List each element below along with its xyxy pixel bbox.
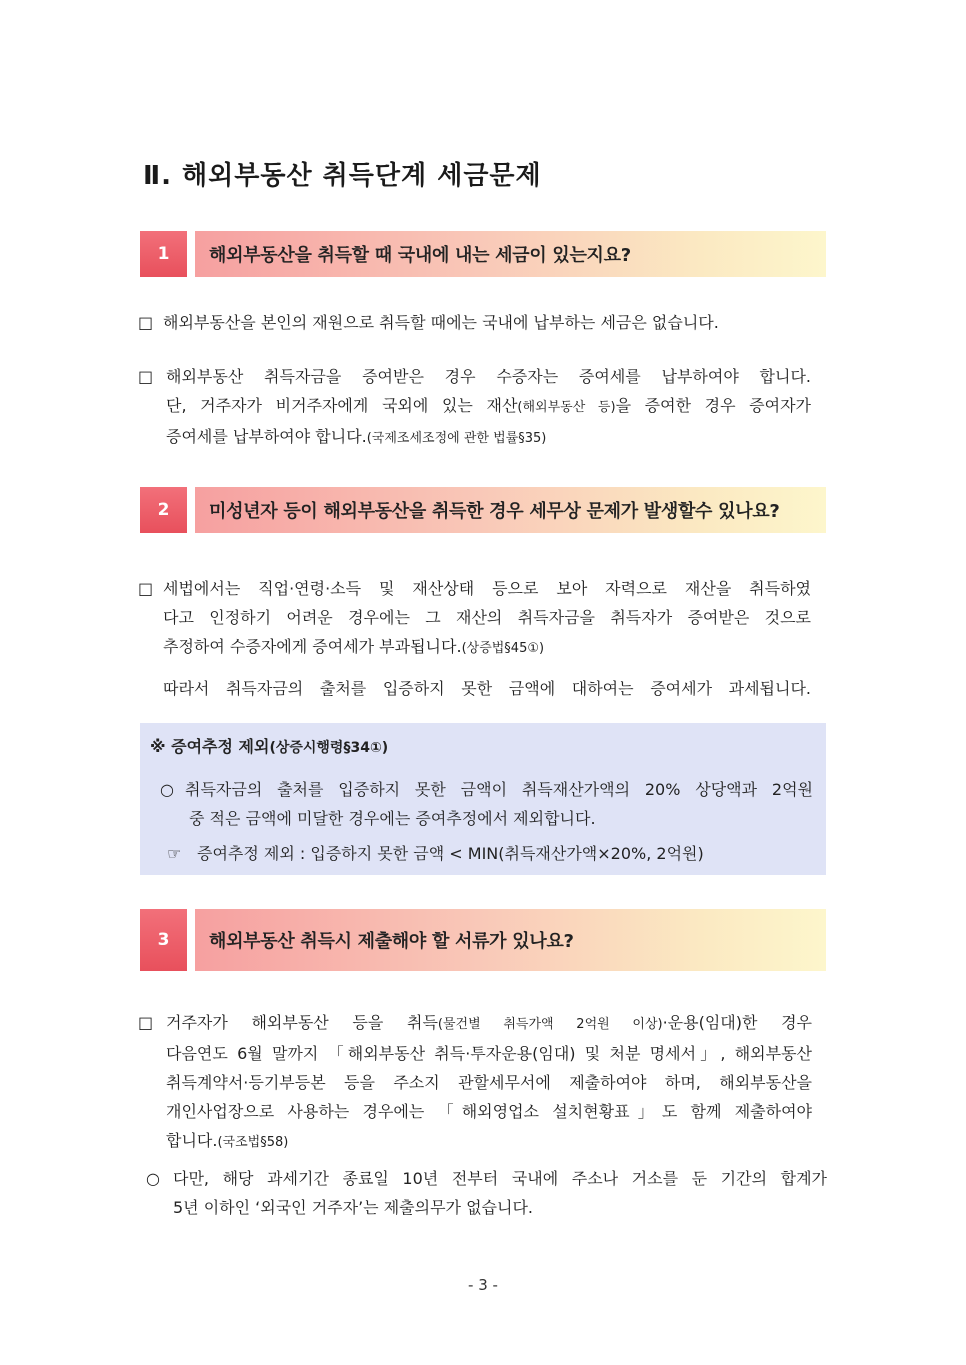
- ref-text: (물건별 취득가액 2억원 이상): [437, 1017, 663, 1032]
- circle-bullet-icon: ○: [160, 780, 174, 799]
- paragraph-line: 다고 인정하기 어려운 경우에는 그 재산의 취득자금을 취득자가 증여받은 것으로: [163, 608, 811, 627]
- text: 추정하여 수증자에게 증여세가 부과됩니다.: [163, 637, 462, 656]
- text: 증여세를 납부하여야 합니다.: [166, 427, 367, 446]
- text: 합니다.: [166, 1131, 218, 1150]
- circle-bullet-icon: ○: [146, 1169, 160, 1188]
- paragraph-line: 세법에서는 직업·연령·소득 및 재산상태 등으로 보아 자력으로 재산을 취득하였: [163, 579, 811, 598]
- law-reference: (상증시행령§34①): [269, 740, 389, 756]
- text: 단, 거주자가 비거주자에게 국외에 있는 재산: [166, 396, 518, 415]
- paragraph-line: 개인사업장으로 사용하는 경우에는 「해외영업소 설치현황표」도 함께 제출하여야: [166, 1102, 812, 1121]
- question-number: 1: [140, 231, 187, 277]
- question-3-header: [140, 909, 826, 971]
- paragraph-line: 취득계약서·등기부등본 등을 주소지 관할세무서에 제출하여야 하며, 해외부동산을: [166, 1073, 812, 1092]
- law-reference: (상증법§45①): [461, 641, 545, 656]
- paragraph-line: 다만, 해당 과세기간 종료일 10년 전부터 국내에 주소나 거소를 둔 기간의 합계가: [173, 1169, 827, 1188]
- paragraph-line: 중 적은 금액에 미달한 경우에는 증여추정에서 제외합니다.: [189, 809, 596, 828]
- paragraph-line: [166, 422, 811, 453]
- paragraph-line: 5년 이하인 ‘외국인 거주자’는 제출의무가 없습니다.: [173, 1198, 533, 1217]
- page-number: - 3 -: [468, 1276, 498, 1294]
- note-box: [140, 723, 826, 875]
- pointing-hand-icon: ☞: [167, 844, 182, 863]
- paragraph-line: 취득자금의 출처를 입증하지 못한 금액이 취득재산가액의 20% 상당액과 2억원: [185, 780, 813, 799]
- note-paragraph: [189, 804, 749, 833]
- paragraph-line: [166, 1126, 812, 1157]
- text: 을 증여한 경우 증여자가: [615, 396, 812, 415]
- question-2-header: [140, 487, 826, 533]
- paragraph: [166, 362, 811, 453]
- question-number: 2: [140, 487, 187, 533]
- formula-text: 증여추정 제외 : 입증하지 못한 금액 < MIN(취득재산가액×20%, 2억원): [197, 844, 704, 863]
- question-title: 해외부동산 취득시 제출해야 할 서류가 있나요?: [195, 909, 826, 971]
- paragraph: [163, 674, 811, 703]
- formula: [197, 839, 757, 868]
- note-title: [150, 734, 388, 757]
- question-title: 해외부동산을 취득할 때 국내에 내는 세금이 있는지요?: [195, 231, 826, 277]
- square-bullet-icon: □: [138, 313, 154, 332]
- question-title: 미성년자 등이 해외부동산을 취득한 경우 세무상 문제가 발생할수 있나요?: [195, 487, 826, 533]
- paragraph: [163, 308, 807, 337]
- paragraph-line: [166, 1008, 812, 1039]
- paragraph-line: [166, 391, 811, 422]
- paragraph: [173, 1164, 827, 1222]
- square-bullet-icon: □: [138, 579, 154, 598]
- text: ※ 증여추정 제외: [150, 737, 270, 756]
- law-reference: (국제조세조정에 관한 법률§35): [366, 431, 547, 446]
- text: ·운용(임대)한 경우: [662, 1013, 812, 1032]
- question-1-header: [140, 231, 826, 277]
- question-number: 3: [140, 909, 187, 971]
- paragraph: [163, 574, 811, 663]
- paragraph-line: [163, 632, 811, 663]
- paragraph-line: 따라서 취득자금의 출처를 입증하지 못한 금액에 대하여는 증여세가 과세됩니다.: [163, 679, 811, 698]
- ref-text: (해외부동산 등): [517, 400, 616, 415]
- page-title: Ⅱ. 해외부동산 취득단계 세금문제: [143, 161, 542, 191]
- square-bullet-icon: □: [138, 367, 154, 386]
- paragraph-line: 해외부동산 취득자금을 증여받은 경우 수증자는 증여세를 납부하여야 합니다.: [166, 367, 811, 386]
- paragraph-line: 다음연도 6월 말까지 「해외부동산 취득·투자운용(임대) 및 처분 명세서」, 해외부동산: [166, 1044, 812, 1063]
- text: 거주자가 해외부동산 등을 취득: [166, 1013, 438, 1032]
- paragraph-line: 해외부동산을 본인의 재원으로 취득할 때에는 국내에 납부하는 세금은 없습니다.: [163, 313, 719, 332]
- law-reference: (국조법§58): [217, 1135, 289, 1150]
- square-bullet-icon: □: [138, 1013, 154, 1032]
- note-paragraph: [185, 775, 813, 804]
- paragraph: [166, 1008, 812, 1157]
